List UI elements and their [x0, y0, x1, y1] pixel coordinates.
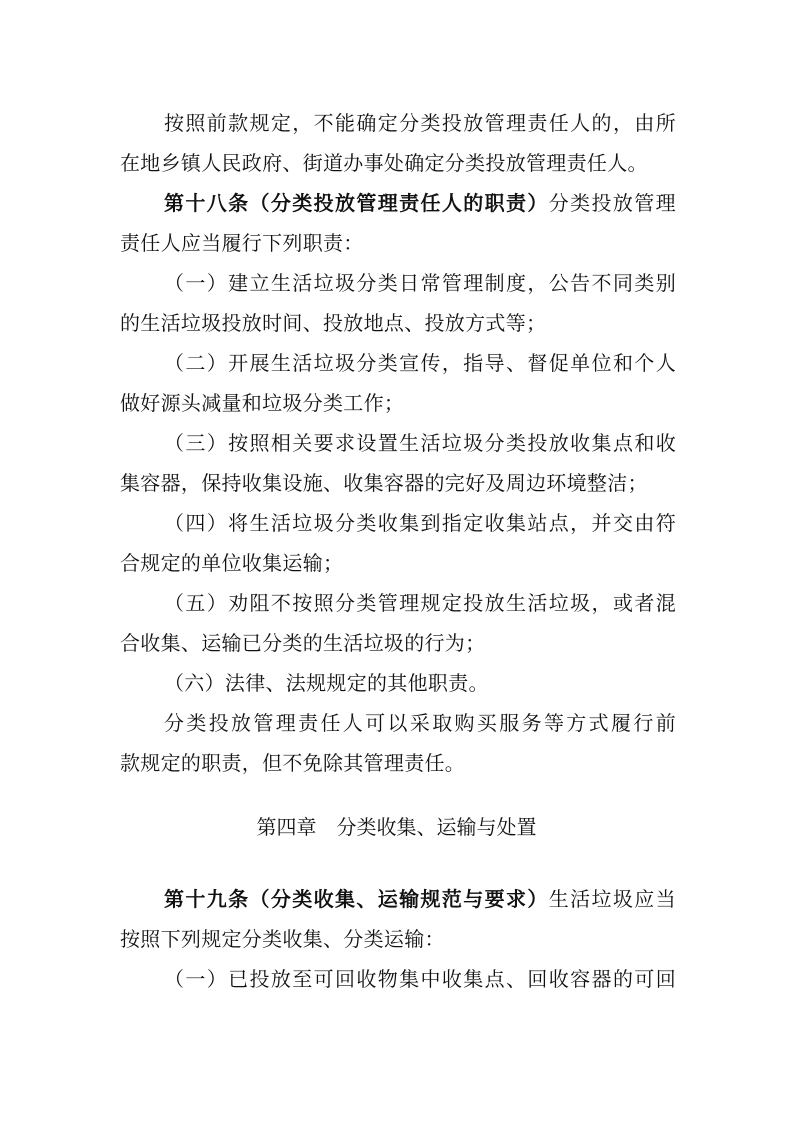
paragraph-line: 分类投放管理责任人可以采取购买服务等方式履行前 [164, 711, 676, 735]
paragraph-line: 按照前款规定，不能确定分类投放管理责任人的，由所 [164, 111, 676, 135]
list-item-line: （四）将生活垃圾分类收集到指定收集站点，并交由符 [164, 511, 676, 535]
list-item-line: （六）法律、法规规定的其他职责。 [164, 671, 489, 695]
paragraph-line: 集容器，保持收集设施、收集容器的完好及周边环境整洁； [120, 471, 648, 495]
paragraph-line: 在地乡镇人民政府、街道办事处确定分类投放管理责任人。 [120, 151, 648, 175]
paragraph-line: 的生活垃圾投放时间、投放地点、投放方式等； [120, 311, 547, 335]
paragraph-line: 合收集、运输已分类的生活垃圾的行为； [120, 631, 486, 655]
article-19-text: 生活垃圾应当 [548, 887, 676, 911]
article-18-text: 分类投放管理 [548, 191, 676, 215]
list-item-line: （三）按照相关要求设置生活垃圾分类投放收集点和收 [164, 431, 676, 455]
paragraph-line: 合规定的单位收集运输； [120, 551, 344, 575]
paragraph-line: 按照下列规定分类收集、分类运输： [120, 927, 445, 951]
list-item-line: （二）开展生活垃圾分类宣传，指导、督促单位和个人 [164, 351, 676, 375]
article-18-heading: 第十八条（分类投放管理责任人的职责） [164, 191, 549, 215]
list-item-line: （一）建立生活垃圾分类日常管理制度，公告不同类别 [164, 271, 676, 295]
paragraph-line: 做好源头减量和垃圾分类工作； [120, 391, 405, 415]
list-item-line: （一）已投放至可回收物集中收集点、回收容器的可回 [164, 967, 676, 991]
paragraph-line: 款规定的职责，但不免除其管理责任。 [120, 751, 466, 775]
article-18-line [164, 189, 676, 217]
chapter-title: 第四章 分类收集、运输与处置 [256, 815, 537, 839]
article-19-line [164, 885, 676, 913]
list-item-line: （五）劝阻不按照分类管理规定投放生活垃圾，或者混 [164, 591, 676, 615]
article-19-heading: 第十九条（分类收集、运输规范与要求） [164, 887, 549, 911]
paragraph-line: 责任人应当履行下列职责： [120, 231, 364, 255]
